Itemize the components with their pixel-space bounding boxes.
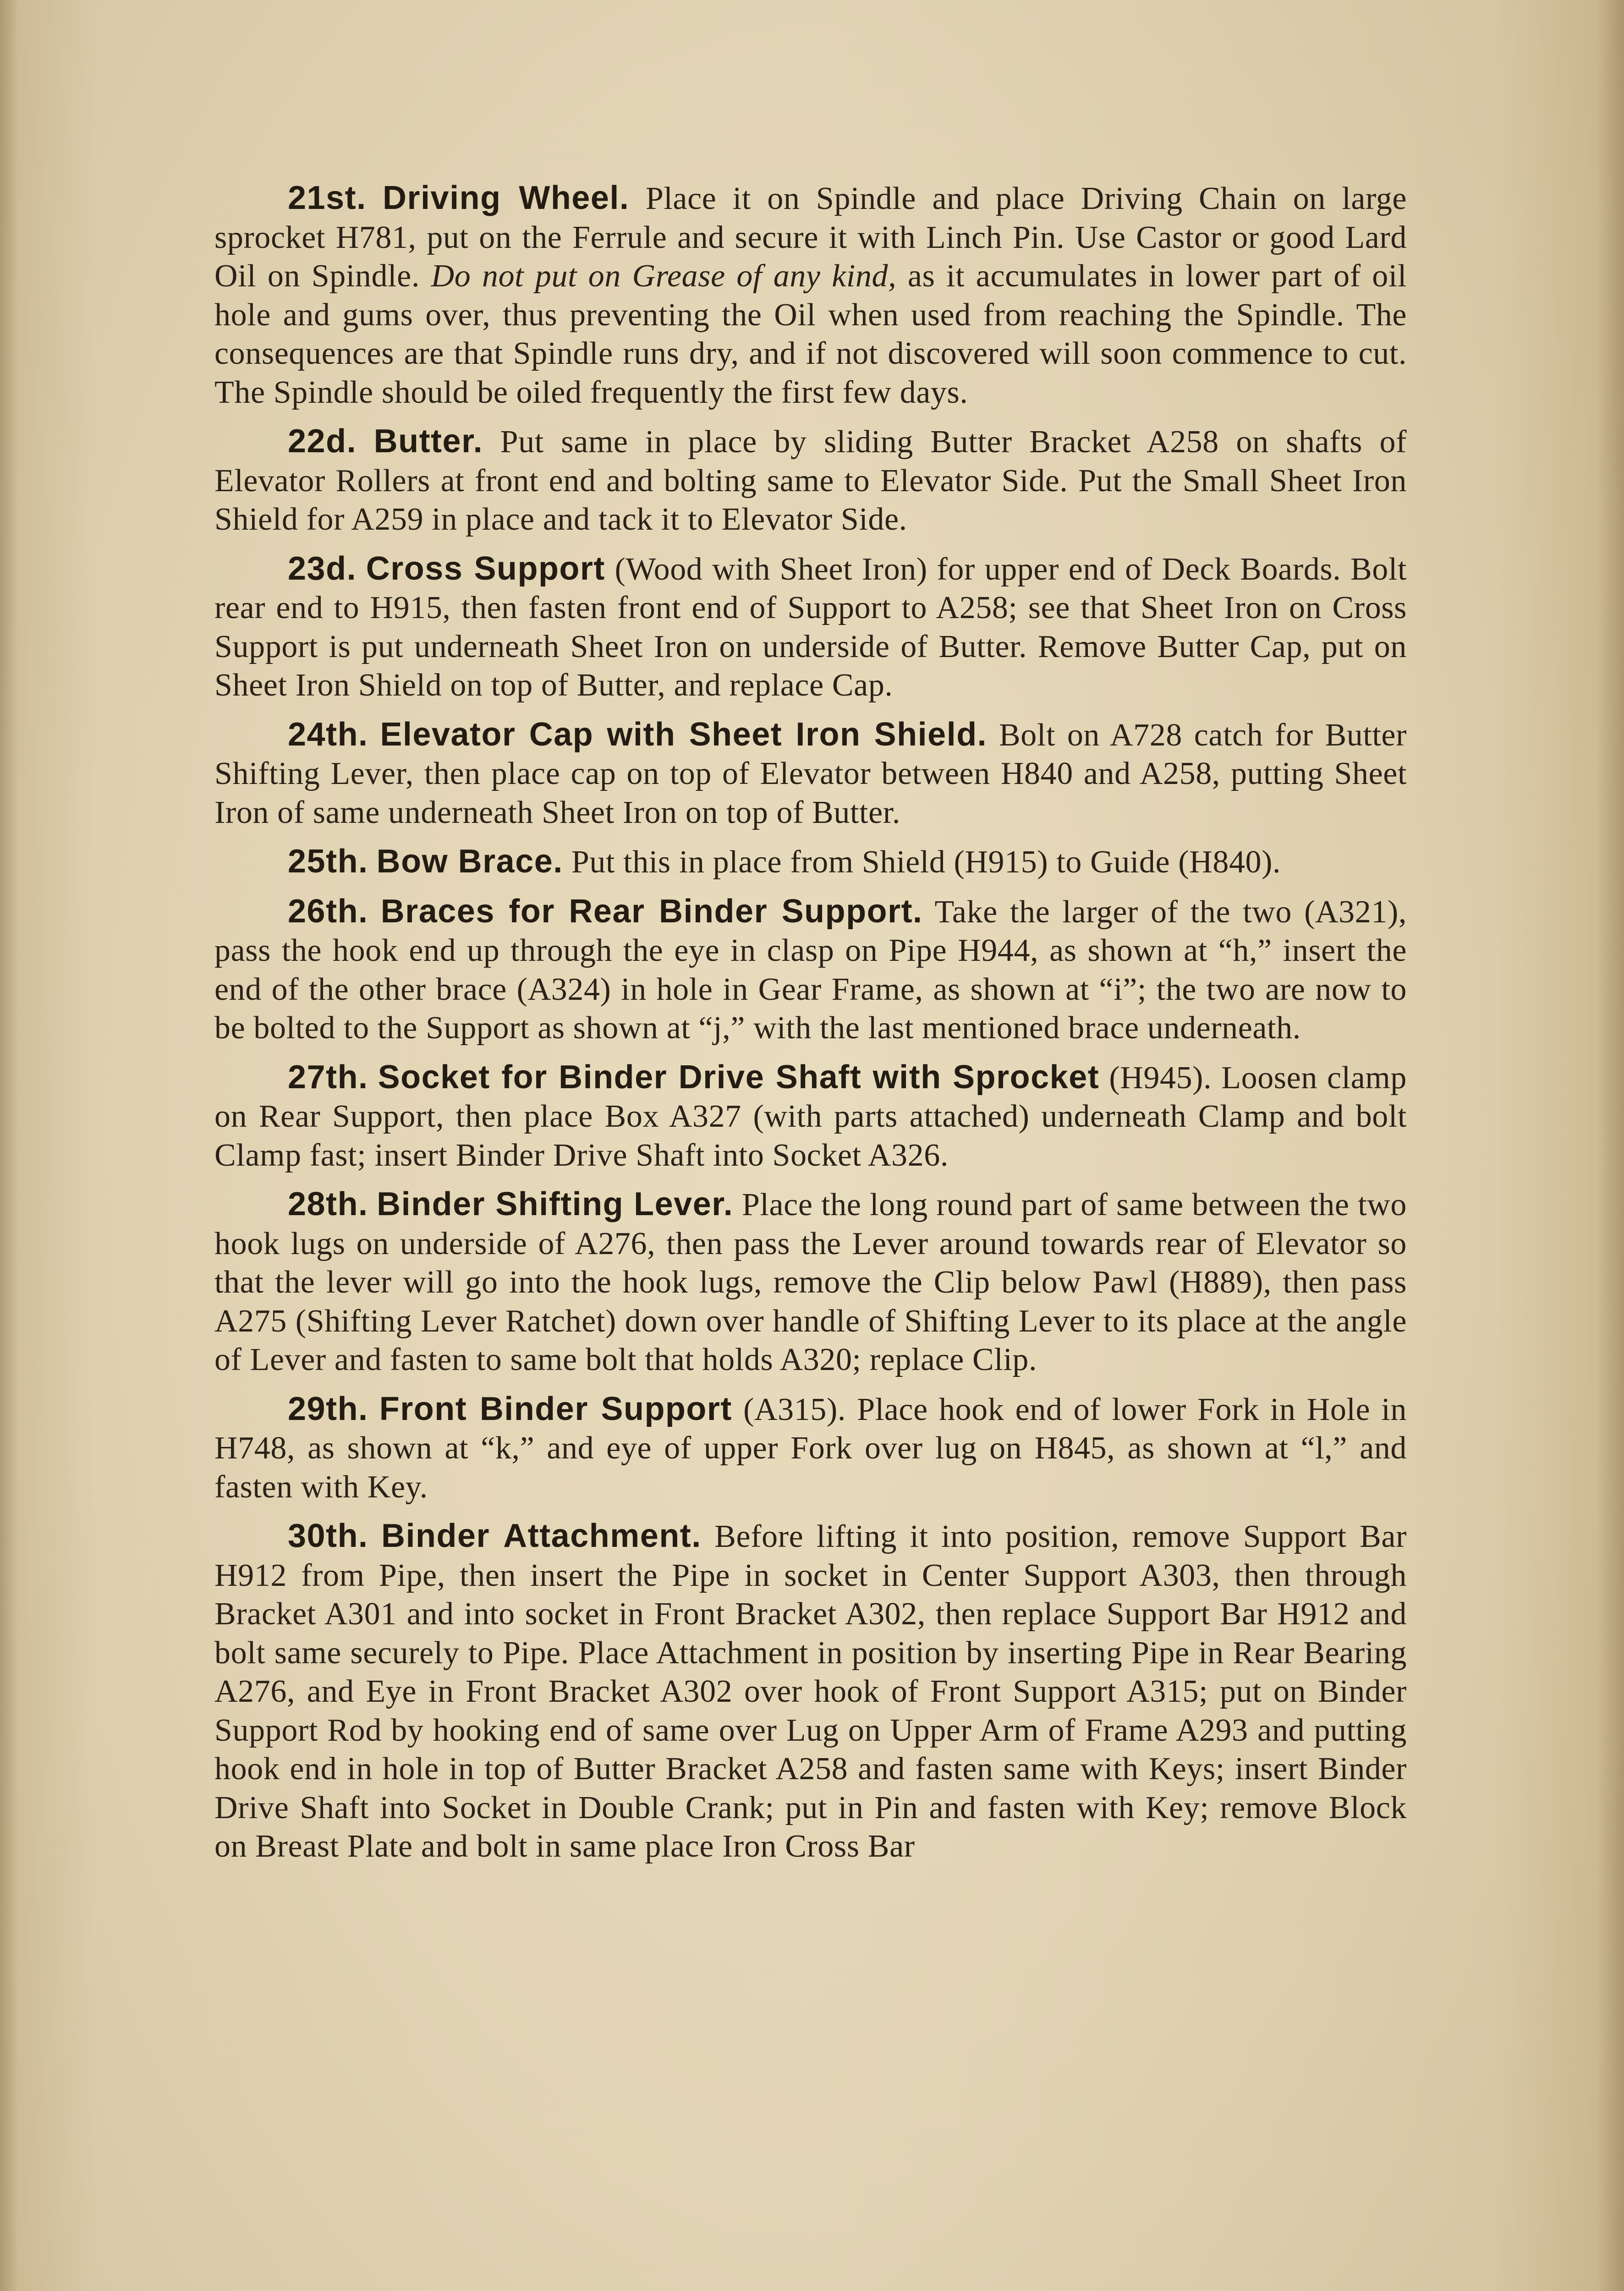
section-heading: Socket for Binder Drive Shaft with Sprocket	[378, 1058, 1100, 1096]
section-number: 24th.	[288, 716, 368, 753]
section-heading: Binder Attachment.	[381, 1518, 702, 1554]
section-heading: Cross Support	[366, 550, 605, 587]
section-heading: Front Binder Support	[379, 1390, 732, 1427]
section-25	[214, 842, 1407, 882]
section-27	[214, 1058, 1407, 1175]
page-edge-right	[1597, 0, 1624, 2291]
section-number: 27th.	[288, 1058, 368, 1096]
section-text: Place it on Spindle and place Driving Chain on large sprocket H781, put on the Ferrule and secure it with Linch Pin. Use Castor or good Lard Oil on Spindle.	[214, 181, 1407, 294]
section-23	[214, 549, 1407, 705]
section-29	[214, 1390, 1407, 1507]
section-text: as it accumulates in lower part of oil hole and gums over, thus preventing the Oil when used from reaching the Spindle. The consequences are that Spindle runs dry, and if not discovered will soon commence to cut. The Spindle should be oiled frequently the first few days.	[214, 258, 1407, 410]
section-number: 28th.	[288, 1186, 368, 1222]
section-heading: Driving Wheel.	[383, 180, 630, 216]
section-text: Before lifting it into position, remove Support Bar H912 from Pipe, then insert the Pipe in socket in Center Support A303, then through Bracket A301 and into socket in Front Bracket A302, then replace Support Bar H912 and bolt same securely to Pipe. Place Attachment in position by inserting Pipe in Rear Bearing A276, and Eye in Front Bracket A302 over hook of Front Support A315; put on Binder Support Rod by hooking end of same over Lug on Upper Arm of Frame A293 and putting hook end in hole in top of Butter Bracket A258 and fasten same with Keys; insert Binder Drive Shaft into Socket in Double Crank; put in Pin and fasten with Key; remove Block on Breast Plate and bolt in same place Iron Cross Bar	[214, 1519, 1407, 1864]
section-28	[214, 1185, 1407, 1380]
section-text: Bolt on A728 catch for Butter Shifting Lever, then place cap on top of Elevator between H840 and A258, putting Sheet Iron of same underneath Sheet Iron on top of Butter.	[214, 717, 1407, 830]
section-heading: Bow Brace.	[376, 843, 563, 880]
section-heading: Binder Shifting Lever.	[377, 1186, 734, 1222]
section-number: 30th.	[288, 1518, 368, 1554]
section-26	[214, 892, 1407, 1048]
body-text	[214, 179, 1407, 1876]
section-21	[214, 179, 1407, 412]
section-number: 23d.	[288, 550, 357, 587]
section-24	[214, 715, 1407, 833]
section-number: 25th.	[288, 843, 368, 880]
section-heading: Elevator Cap with Sheet Iron Shield.	[380, 716, 988, 753]
section-text: Put same in place by sliding Butter Bracket A258 on shafts of Elevator Rollers at front end and bolting same to Elevator Side. Put the Small Sheet Iron Shield for A259 in place and tack it to Elevator Side.	[214, 424, 1407, 537]
section-text: (A315). Place hook end of lower Fork in Hole in H748, as shown at “k,” and eye of upper Fork over lug on H845, as shown at “l,” and fasten with Key.	[214, 1392, 1407, 1505]
section-text: (H945). Loosen clamp on Rear Support, then place Box A327 (with parts attached) underneath Clamp and bolt Clamp fast; insert Binder Drive Shaft into Socket A326.	[214, 1060, 1407, 1173]
section-text: (Wood with Sheet Iron) for upper end of Deck Boards. Bolt rear end to H915, then fasten front end of Support to A258; see that Sheet Iron on Cross Support is put underneath Sheet Iron on underside of Butter. Remove Butter Cap, put on Sheet Iron Shield on top of Butter, and replace Cap.	[214, 551, 1407, 703]
section-heading: Braces for Rear Binder Support.	[380, 893, 923, 930]
section-number: 21st.	[288, 180, 367, 216]
page-edge-left	[0, 0, 18, 2291]
section-text-italic: Do not put on Grease of any kind,	[431, 258, 897, 294]
section-number: 26th.	[288, 893, 368, 930]
section-number: 29th.	[288, 1390, 368, 1427]
section-30	[214, 1517, 1407, 1866]
section-text: Take the larger of the two (A321), pass the hook end up through the eye in clasp on Pipe H944, as shown at “h,” insert the end of the other brace (A324) in hole in Gear Frame, as shown at “i”; the two are now to be bolted to the Support as shown at “j,” with the last mentioned brace underneath.	[214, 894, 1407, 1046]
section-heading: Butter.	[373, 423, 483, 460]
section-number: 22d.	[288, 423, 357, 460]
section-text: Put this in place from Shield (H915) to Guide (H840).	[571, 844, 1281, 880]
section-22	[214, 422, 1407, 539]
section-text: Place the long round part of same between the two hook lugs on underside of A276, then pass the Lever around towards rear of Elevator so that the lever will go into the hook lugs, remove the Clip below Pawl (H889), then pass A275 (Shifting Lever Ratchet) down over handle of Shifting Lever to its place at the angle of Lever and fasten to same bolt that holds A320; replace Clip.	[214, 1187, 1407, 1377]
